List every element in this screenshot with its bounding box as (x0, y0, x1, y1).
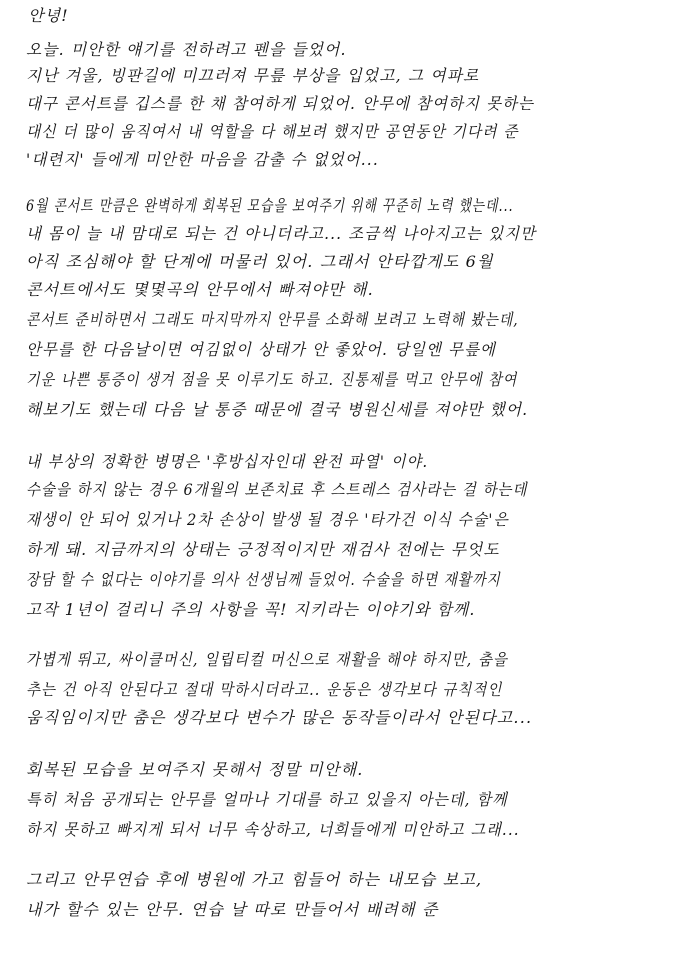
letter-line: 특히 처음 공개되는 안무를 얼마나 기대를 하고 있을지 아는데, 함께 (26, 790, 508, 809)
letter-line: 장담 할 수 없다는 이야기를 의사 선생님께 들었어. 수술을 하면 재활까지 (26, 570, 501, 589)
letter-line: 지난 겨울, 빙판길에 미끄러져 무릎 부상을 입었고, 그 여파로 (26, 66, 480, 85)
letter-line: 움직임이지만 춤은 생각보다 변수가 많은 동작들이라서 안된다고... (26, 708, 533, 727)
letter-line: 고작 1년이 걸리니 주의 사항을 꼭! 지키라는 이야기와 함께. (26, 600, 476, 619)
letter-line: 내가 할수 있는 안무. 연습 날 따로 만들어서 배려해 준 (26, 900, 439, 919)
letter-line: 6월 콘서트 만큼은 완벽하게 회복된 모습을 보여주기 위해 꾸준히 노력 했는데... (26, 196, 514, 215)
letter-line: 가볍게 뛰고, 싸이클머신, 일립티컬 머신으로 재활을 해야 하지만, 춤을 (26, 650, 508, 669)
letter-line: 하지 못하고 빠지게 되서 너무 속상하고, 너희들에게 미안하고 그래... (26, 820, 520, 839)
letter-line: 내 몸이 늘 내 맘대로 되는 건 아니더라고... 조금씩 나아지고는 있지만 (26, 224, 537, 243)
letter-line: '대련지' 들에게 미안한 마음을 감출 수 없었어... (26, 150, 379, 169)
letter-greeting: 안녕! (28, 6, 69, 25)
letter-line: 콘서트 준비하면서 그래도 마지막까지 안무를 소화해 보려고 노력해 봤는데, (26, 310, 519, 329)
letter-line: 안무를 한 다음날이면 여김없이 상태가 안 좋았어. 당일엔 무릎에 (26, 340, 497, 359)
letter-line: 내 부상의 정확한 병명은 '후방십자인대 완전 파열' 이야. (26, 452, 429, 471)
letter-line: 기운 나쁜 통증이 생겨 점을 못 이루기도 하고. 진통제를 먹고 안무에 참여 (26, 370, 518, 389)
letter-line: 대구 콘서트를 깁스를 한 채 참여하게 되었어. 안무에 참여하지 못하는 (26, 94, 535, 113)
letter-line: 콘서트에서도 몇몇곡의 안무에서 빠져야만 해. (26, 280, 374, 299)
letter-line: 재생이 안 되어 있거나 2차 손상이 발생 될 경우 '타가건 이식 수술'은 (26, 510, 509, 529)
letter-line: 하게 돼. 지금까지의 상태는 긍정적이지만 재검사 전에는 무엇도 (26, 540, 500, 559)
letter-line: 회복된 모습을 보여주지 못해서 정말 미안해. (26, 760, 364, 779)
letter-line: 추는 건 아직 안된다고 절대 막하시더라고.. 운동은 생각보다 규칙적인 (26, 680, 503, 699)
letter-line: 오늘. 미안한 얘기를 전하려고 펜을 들었어. (26, 40, 347, 59)
letter-line: 아직 조심해야 할 단계에 머물러 있어. 그래서 안타깝게도 6월 (26, 252, 494, 271)
letter-line: 해보기도 했는데 다음 날 통증 때문에 결국 병원신세를 져야만 했어. (26, 400, 529, 419)
letter-line: 대신 더 많이 움직여서 내 역할을 다 해보려 했지만 공연동안 기다려 준 (26, 122, 519, 141)
letter-line: 그리고 안무연습 후에 병원에 가고 힘들어 하는 내모습 보고, (26, 870, 483, 889)
letter-line: 수술을 하지 않는 경우 6개월의 보존치료 후 스트레스 검사라는 걸 하는데 (26, 480, 528, 499)
